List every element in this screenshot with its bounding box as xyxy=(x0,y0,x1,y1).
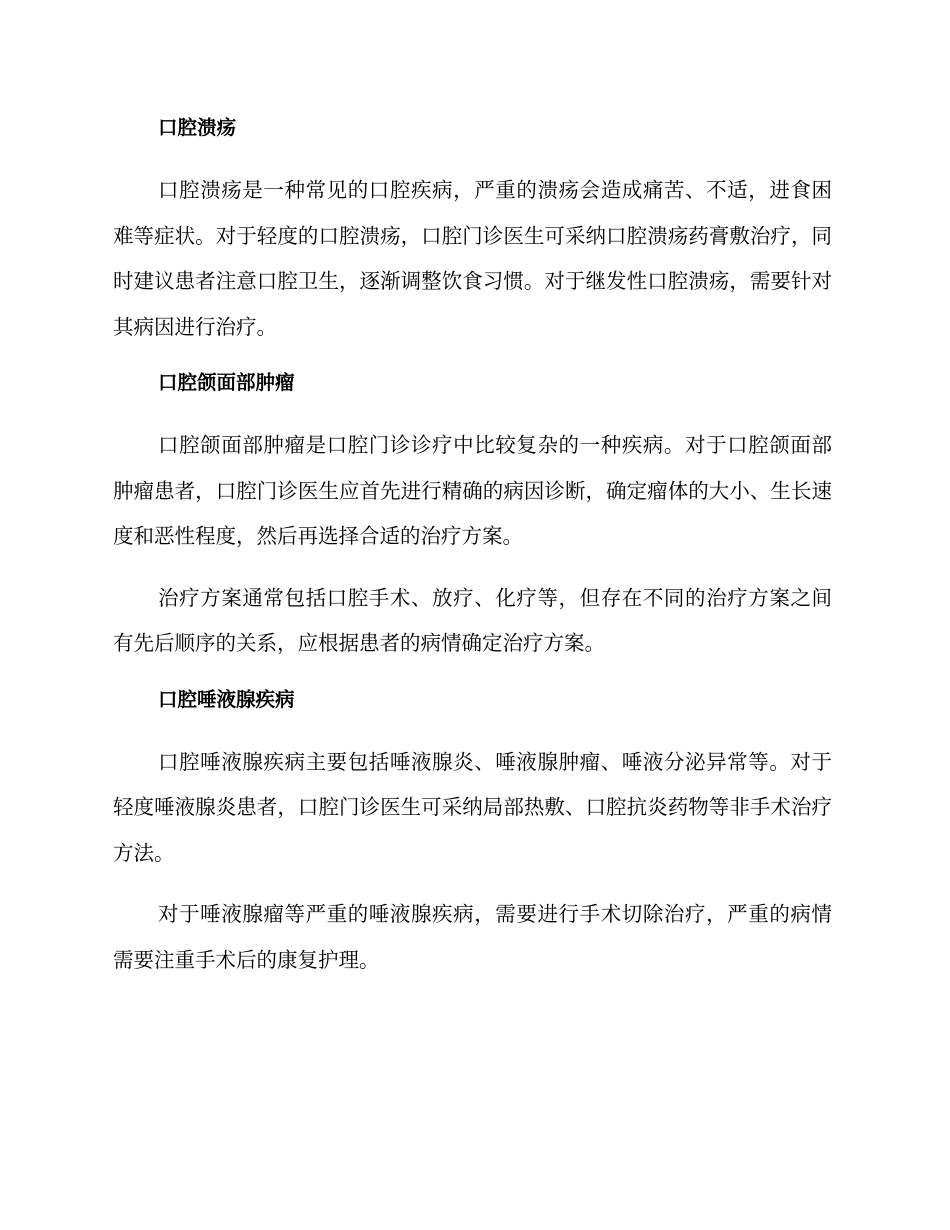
paragraph-oral-ulcer: 口腔溃疡是一种常见的口腔疾病，严重的溃疡会造成痛苦、不适，进食困难等症状。对于轻度的口腔溃疡，口腔门诊医生可采纳口腔溃疡药膏敷治疗，同时建议患者注意口腔卫生，逐渐调整饮食习惯。对于继发性口腔溃疡，需要针对其病因进行治疗。 xyxy=(113,178,832,339)
paragraph-salivary-overview: 口腔唾液腺疾病主要包括唾液腺炎、唾液腺肿瘤、唾液分泌异常等。对于轻度唾液腺炎患者，口腔门诊医生可采纳局部热敷、口腔抗炎药物等非手术治疗方法。 xyxy=(113,749,832,865)
section-heading-oral-ulcer: 口腔溃疡 xyxy=(158,116,237,139)
paragraph-tumor-diagnosis: 口腔颌面部肿瘤是口腔门诊诊疗中比较复杂的一种疾病。对于口腔颌面部肿瘤患者，口腔门诊医生应首先进行精确的病因诊断，确定瘤体的大小、生长速度和恶性程度，然后再选择合适的治疗方案。 xyxy=(113,433,832,548)
section-heading-salivary-gland: 口腔唾液腺疾病 xyxy=(158,687,295,711)
paragraph-salivary-surgery: 对于唾液腺瘤等严重的唾液腺疾病，需要进行手术切除治疗，严重的病情需要注重手术后的康复护理。 xyxy=(113,902,832,972)
section-heading-maxillofacial-tumor: 口腔颌面部肿瘤 xyxy=(158,371,295,394)
paragraph-tumor-treatment: 治疗方案通常包括口腔手术、放疗、化疗等，但存在不同的治疗方案之间有先后顺序的关系，应根据患者的病情确定治疗方案。 xyxy=(113,585,832,655)
